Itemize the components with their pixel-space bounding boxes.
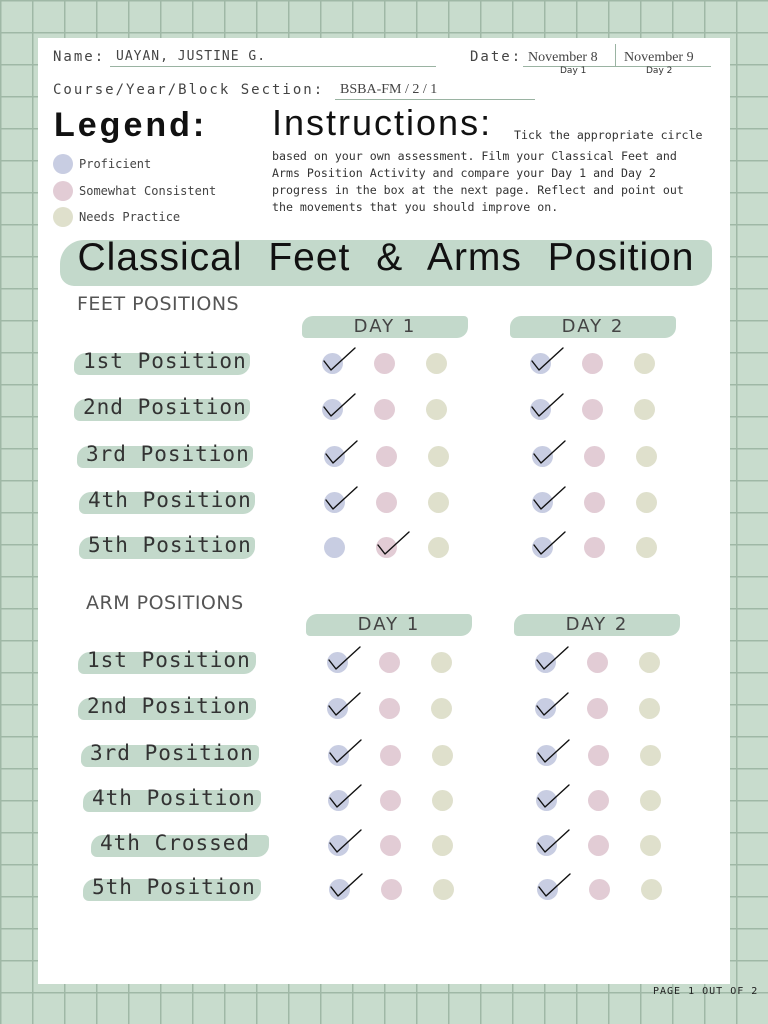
checkmark-icon xyxy=(533,485,567,515)
legend-swatch xyxy=(53,207,73,227)
name-value: UAYAN, JUSTINE G. xyxy=(116,49,267,64)
checkmark-icon xyxy=(537,828,571,858)
checkmark-icon xyxy=(328,645,362,675)
day2-somewhat-consistent-option[interactable] xyxy=(582,353,603,374)
day1-somewhat-consistent-option[interactable] xyxy=(381,879,402,900)
day2-somewhat-consistent-option[interactable] xyxy=(588,790,609,811)
legend-label: Needs Practice xyxy=(79,210,181,224)
day2-needs-practice-option[interactable] xyxy=(640,790,661,811)
day1-needs-practice-option[interactable] xyxy=(432,790,453,811)
legend-swatch xyxy=(53,154,73,174)
day2-needs-practice-option[interactable] xyxy=(641,879,662,900)
day2-somewhat-consistent-option[interactable] xyxy=(588,835,609,856)
instructions-line-1: Tick the appropriate circle xyxy=(514,128,703,142)
course-label: Course/Year/Block Section: xyxy=(53,82,325,98)
checkmark-icon xyxy=(330,872,364,902)
day2-needs-practice-option[interactable] xyxy=(640,745,661,766)
checkmark-icon xyxy=(538,872,572,902)
instructions-line-4: progress in the box at the next page. Reflect and point out xyxy=(272,183,684,197)
page-title: Classical Feet & Arms Position xyxy=(77,236,695,279)
row-label: 5th Position xyxy=(92,875,256,899)
row-label: 3rd Position xyxy=(86,442,250,466)
day2-needs-practice-option[interactable] xyxy=(636,492,657,513)
day1-needs-practice-option[interactable] xyxy=(431,652,452,673)
checkmark-icon xyxy=(537,738,571,768)
checkmark-icon xyxy=(323,346,357,376)
arms-section-title: ARM POSITIONS xyxy=(86,592,244,614)
checkmark-icon xyxy=(329,738,363,768)
day2-somewhat-consistent-option[interactable] xyxy=(589,879,610,900)
day1-somewhat-consistent-option[interactable] xyxy=(374,353,395,374)
row-label: 2nd Position xyxy=(83,395,247,419)
day1-needs-practice-option[interactable] xyxy=(428,537,449,558)
day2-needs-practice-option[interactable] xyxy=(640,835,661,856)
feet-section-title: FEET POSITIONS xyxy=(77,293,240,315)
day2-needs-practice-option[interactable] xyxy=(636,446,657,467)
checkmark-icon xyxy=(325,439,359,469)
day2-needs-practice-option[interactable] xyxy=(639,652,660,673)
day1-needs-practice-option[interactable] xyxy=(432,745,453,766)
day1-somewhat-consistent-option[interactable] xyxy=(376,492,397,513)
legend-title: Legend: xyxy=(54,106,208,144)
day1-somewhat-consistent-option[interactable] xyxy=(380,745,401,766)
row-label: 4th Crossed xyxy=(100,831,251,855)
instructions-line-2: based on your own assessment. Film your Classical Feet and xyxy=(272,149,677,163)
day1-somewhat-consistent-option[interactable] xyxy=(380,835,401,856)
row-label: 4th Position xyxy=(88,488,252,512)
row-label: 1st Position xyxy=(87,648,251,672)
row-label: 2nd Position xyxy=(87,694,251,718)
day2-needs-practice-option[interactable] xyxy=(639,698,660,719)
day1-needs-practice-option[interactable] xyxy=(428,446,449,467)
day2-somewhat-consistent-option[interactable] xyxy=(584,446,605,467)
day1-needs-practice-option[interactable] xyxy=(432,835,453,856)
day1-somewhat-consistent-option[interactable] xyxy=(376,446,397,467)
checkmark-icon xyxy=(328,691,362,721)
instructions-title: Instructions: xyxy=(272,102,493,143)
feet-day2-header: DAY 2 xyxy=(510,316,676,338)
instructions-line-5: the movements that you should improve on. xyxy=(272,200,559,214)
legend-label: Somewhat Consistent xyxy=(79,184,217,198)
day1-needs-practice-option[interactable] xyxy=(428,492,449,513)
day2-somewhat-consistent-option[interactable] xyxy=(582,399,603,420)
day2-needs-practice-option[interactable] xyxy=(634,399,655,420)
arms-day2-header: DAY 2 xyxy=(514,614,680,636)
day2-needs-practice-option[interactable] xyxy=(636,537,657,558)
checkmark-icon xyxy=(325,485,359,515)
day1-needs-practice-option[interactable] xyxy=(431,698,452,719)
day2-somewhat-consistent-option[interactable] xyxy=(587,652,608,673)
checkmark-icon xyxy=(323,392,357,422)
legend-swatch xyxy=(53,181,73,201)
day1-needs-practice-option[interactable] xyxy=(426,399,447,420)
day2-somewhat-consistent-option[interactable] xyxy=(587,698,608,719)
checkmark-icon xyxy=(329,828,363,858)
checkmark-icon xyxy=(537,783,571,813)
name-field[interactable] xyxy=(110,49,436,67)
checkmark-icon xyxy=(536,645,570,675)
arms-day1-header: DAY 1 xyxy=(306,614,472,636)
day2-somewhat-consistent-option[interactable] xyxy=(584,492,605,513)
row-label: 5th Position xyxy=(88,533,252,557)
name-label: Name: xyxy=(53,49,106,65)
checkmark-icon xyxy=(329,783,363,813)
checkmark-icon xyxy=(533,530,567,560)
date-label: Date: xyxy=(470,49,523,65)
day2-somewhat-consistent-option[interactable] xyxy=(588,745,609,766)
page-number: PAGE 1 OUT OF 2 xyxy=(653,986,759,997)
checkmark-icon xyxy=(536,691,570,721)
day1-needs-practice-option[interactable] xyxy=(433,879,454,900)
day1-caption: Day 1 xyxy=(560,66,587,76)
checkmark-icon xyxy=(531,346,565,376)
course-value: BSBA-FM / 2 / 1 xyxy=(340,82,438,97)
day1-somewhat-consistent-option[interactable] xyxy=(380,790,401,811)
legend-label: Proficient xyxy=(79,157,152,171)
day1-needs-practice-option[interactable] xyxy=(426,353,447,374)
row-label: 3rd Position xyxy=(90,741,254,765)
instructions-line-3: Arms Position Activity and compare your Day 1 and Day 2 xyxy=(272,166,656,180)
day1-somewhat-consistent-option[interactable] xyxy=(374,399,395,420)
day1-proficient-option[interactable] xyxy=(324,537,345,558)
day2-somewhat-consistent-option[interactable] xyxy=(584,537,605,558)
date-divider xyxy=(615,44,616,66)
row-label: 1st Position xyxy=(83,349,247,373)
day1-somewhat-consistent-option[interactable] xyxy=(379,652,400,673)
feet-day1-header: DAY 1 xyxy=(302,316,468,338)
date-day2-value: November 9 xyxy=(624,50,694,65)
checkmark-icon xyxy=(531,392,565,422)
course-field[interactable] xyxy=(335,82,535,100)
date-day1-value: November 8 xyxy=(528,50,598,65)
checkmark-icon xyxy=(533,439,567,469)
row-label: 4th Position xyxy=(92,786,256,810)
day2-caption: Day 2 xyxy=(646,66,673,76)
day1-somewhat-consistent-option[interactable] xyxy=(379,698,400,719)
checkmark-icon xyxy=(377,530,411,560)
day2-needs-practice-option[interactable] xyxy=(634,353,655,374)
